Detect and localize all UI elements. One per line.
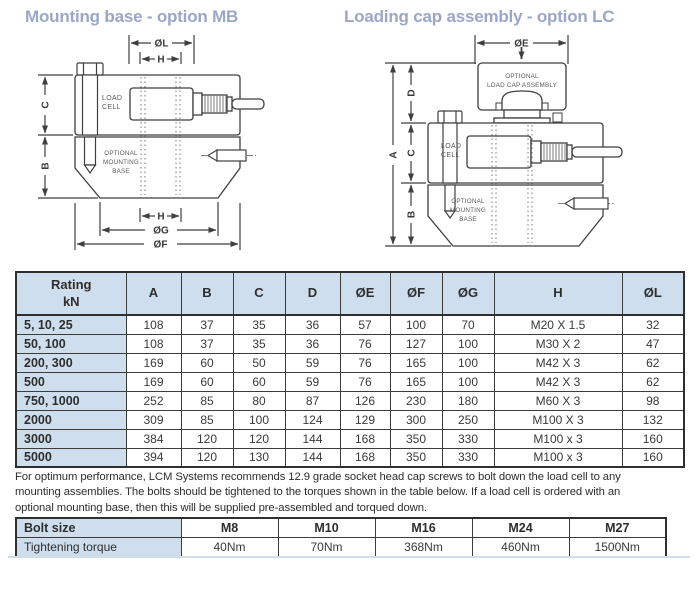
table-row [16, 391, 684, 410]
table-row [16, 372, 684, 391]
value-cell: 132 [622, 410, 684, 429]
main-table-head-row [16, 272, 684, 315]
value-cell: 160 [622, 429, 684, 448]
bolt-value-cell: M10 [278, 518, 375, 538]
mb-base-label-2: MOUNTING [103, 159, 139, 166]
bolt-value-cell: M16 [375, 518, 472, 538]
rating-cell: 500 [16, 372, 126, 391]
value-cell: 87 [285, 391, 340, 410]
value-cell: 98 [622, 391, 684, 410]
column-header: ØE [340, 272, 390, 315]
value-cell: 37 [181, 334, 233, 353]
lc-title: Loading cap assembly - option LC [344, 7, 615, 26]
value-cell: M42 X 3 [494, 372, 622, 391]
lc-cap-label-1: OPTIONAL [505, 73, 539, 80]
dimensions-table [15, 271, 685, 468]
value-cell: 70 [442, 315, 494, 334]
mb-dim-label-dia-l: ØL [154, 38, 169, 50]
table-row [16, 429, 684, 448]
lc-base-label-1: OPTIONAL [451, 198, 485, 205]
value-cell: 230 [390, 391, 442, 410]
mb-base-label-1: OPTIONAL [104, 150, 138, 157]
value-cell: 384 [126, 429, 181, 448]
value-cell: M100 x 3 [494, 448, 622, 467]
mb-dim-label-h-top: H [157, 54, 165, 66]
value-cell: 169 [126, 372, 181, 391]
note-line: optional mounting base, then this will be supplied pre-assembled and torqued down. [15, 501, 427, 514]
rating-cell: 750, 1000 [16, 391, 126, 410]
value-cell: M60 X 3 [494, 391, 622, 410]
value-cell: M100 X 3 [494, 410, 622, 429]
value-cell: 76 [340, 353, 390, 372]
column-header: A [126, 272, 181, 315]
lc-cable [572, 147, 622, 157]
value-cell: 350 [390, 448, 442, 467]
value-cell: 144 [285, 448, 340, 467]
rating-cell: 200, 300 [16, 353, 126, 372]
value-cell: 59 [285, 353, 340, 372]
value-cell: M30 X 2 [494, 334, 622, 353]
value-cell: 100 [442, 334, 494, 353]
rating-cell: 5000 [16, 448, 126, 467]
mb-mounting-base-outline [75, 137, 240, 198]
lc-load-cell-label-1: LOAD [441, 143, 462, 150]
value-cell: 60 [181, 372, 233, 391]
value-cell: 100 [442, 353, 494, 372]
mb-title: Mounting base - option MB [25, 7, 239, 26]
bolt-value-cell: 460Nm [472, 538, 569, 558]
table-row [16, 315, 684, 334]
value-cell: 129 [340, 410, 390, 429]
column-header: D [285, 272, 340, 315]
value-cell: 165 [390, 372, 442, 391]
rating-header [16, 272, 126, 315]
lc-dim-label-c: C [406, 149, 418, 157]
value-cell: 120 [181, 448, 233, 467]
value-cell: 100 [233, 410, 285, 429]
value-cell: 108 [126, 334, 181, 353]
value-cell: 168 [340, 429, 390, 448]
column-header: ØF [390, 272, 442, 315]
note-text [15, 470, 621, 516]
bolt-torque-table [15, 517, 667, 558]
value-cell: 120 [233, 429, 285, 448]
value-cell: 169 [126, 353, 181, 372]
value-cell: 76 [340, 372, 390, 391]
value-cell: 180 [442, 391, 494, 410]
value-cell: 124 [285, 410, 340, 429]
lc-cap-label-2: LOAD CAP ASSEMBLY [486, 82, 558, 89]
value-cell: M42 X 3 [494, 353, 622, 372]
value-cell: 126 [340, 391, 390, 410]
value-cell: 100 [442, 372, 494, 391]
value-cell: M100 x 3 [494, 429, 622, 448]
lc-load-cell-label-2: CELL [441, 152, 460, 159]
value-cell: 165 [390, 353, 442, 372]
rating-cell: 50, 100 [16, 334, 126, 353]
value-cell: 330 [442, 448, 494, 467]
lc-base-label-2: MOUNTING [450, 207, 486, 214]
value-cell: 85 [181, 410, 233, 429]
bolt-value-cell: 40Nm [181, 538, 278, 558]
mb-load-cell-label-2: CELL [102, 104, 121, 111]
row-label-cell: Bolt size [16, 518, 181, 538]
value-cell: 57 [340, 315, 390, 334]
mb-load-cell-label-1: LOAD [102, 95, 123, 102]
table-row [16, 334, 684, 353]
value-cell: 394 [126, 448, 181, 467]
value-cell: 60 [181, 353, 233, 372]
value-cell: 144 [285, 429, 340, 448]
value-cell: 36 [285, 334, 340, 353]
value-cell: 350 [390, 429, 442, 448]
rating-cell: 5, 10, 25 [16, 315, 126, 334]
value-cell: 59 [285, 372, 340, 391]
value-cell: 80 [233, 391, 285, 410]
column-header: ØL [622, 272, 684, 315]
value-cell: 309 [126, 410, 181, 429]
mb-load-cell-body [75, 75, 264, 198]
mb-dim-label-h-bottom: H [157, 211, 165, 223]
lc-load-button-dome [502, 91, 542, 110]
value-cell: 35 [233, 334, 285, 353]
value-cell: 127 [390, 334, 442, 353]
rating-cell: 2000 [16, 410, 126, 429]
rating-header-line1: Rating [51, 277, 92, 293]
bolt-table-body [16, 518, 666, 557]
mb-dim-label-c: C [40, 101, 52, 109]
bolt-size-row [16, 518, 666, 538]
value-cell: 120 [181, 429, 233, 448]
table-row [16, 448, 684, 467]
value-cell: 62 [622, 372, 684, 391]
lc-dim-label-a: A [388, 151, 400, 159]
value-cell: 130 [233, 448, 285, 467]
mb-dim-label-b: B [40, 162, 52, 170]
value-cell: 330 [442, 429, 494, 448]
bolt-value-cell: M27 [569, 518, 666, 538]
lc-dim-label-d: D [406, 89, 418, 97]
value-cell: 36 [285, 315, 340, 334]
value-cell: 168 [340, 448, 390, 467]
main-table-body [16, 315, 684, 467]
column-header: H [494, 272, 622, 315]
row-label-cell: Tightening torque [16, 538, 181, 558]
value-cell: 47 [622, 334, 684, 353]
value-cell: 160 [622, 448, 684, 467]
value-cell: 250 [442, 410, 494, 429]
note-line: mounting assemblies. The bolts should be tightened to the torques shown in the table below. If a load cell is ordered with an [15, 486, 621, 499]
lc-dim-label-dia-e: ØE [514, 38, 529, 50]
value-cell: 60 [233, 372, 285, 391]
column-header: ØG [442, 272, 494, 315]
note-line: For optimum performance, LCM Systems recommends 12.9 grade socket head cap screws to bolt down the load cell to any [15, 471, 621, 483]
column-header: B [181, 272, 233, 315]
value-cell: 108 [126, 315, 181, 334]
mb-diagram [25, 33, 340, 265]
value-cell: 76 [340, 334, 390, 353]
value-cell: 50 [233, 353, 285, 372]
mb-base-label-3: BASE [112, 168, 130, 175]
table-row [16, 353, 684, 372]
bolt-value-cell: M24 [472, 518, 569, 538]
table-row [16, 410, 684, 429]
bolt-value-cell: M8 [181, 518, 278, 538]
bolt-value-cell: 368Nm [375, 538, 472, 558]
bolt-value-cell: 70Nm [278, 538, 375, 558]
value-cell: 85 [181, 391, 233, 410]
lc-cap-assembly [478, 63, 566, 123]
mb-dim-label-dia-g: ØG [153, 225, 169, 237]
mb-cable [232, 99, 264, 109]
lc-base-label-3: BASE [459, 216, 477, 223]
value-cell: 37 [181, 315, 233, 334]
tightening-torque-row [16, 538, 666, 558]
lc-diagram [343, 33, 673, 265]
value-cell: 252 [126, 391, 181, 410]
bolt-value-cell: 1500Nm [569, 538, 666, 558]
bottom-divider [8, 556, 690, 558]
mb-dim-label-dia-f: ØF [153, 239, 168, 251]
value-cell: M20 X 1.5 [494, 315, 622, 334]
value-cell: 62 [622, 353, 684, 372]
rating-cell: 3000 [16, 429, 126, 448]
value-cell: 300 [390, 410, 442, 429]
column-header: C [233, 272, 285, 315]
value-cell: 32 [622, 315, 684, 334]
rating-header-line2: kN [62, 293, 80, 309]
value-cell: 100 [390, 315, 442, 334]
value-cell: 35 [233, 315, 285, 334]
lc-dim-label-b: B [406, 210, 418, 219]
